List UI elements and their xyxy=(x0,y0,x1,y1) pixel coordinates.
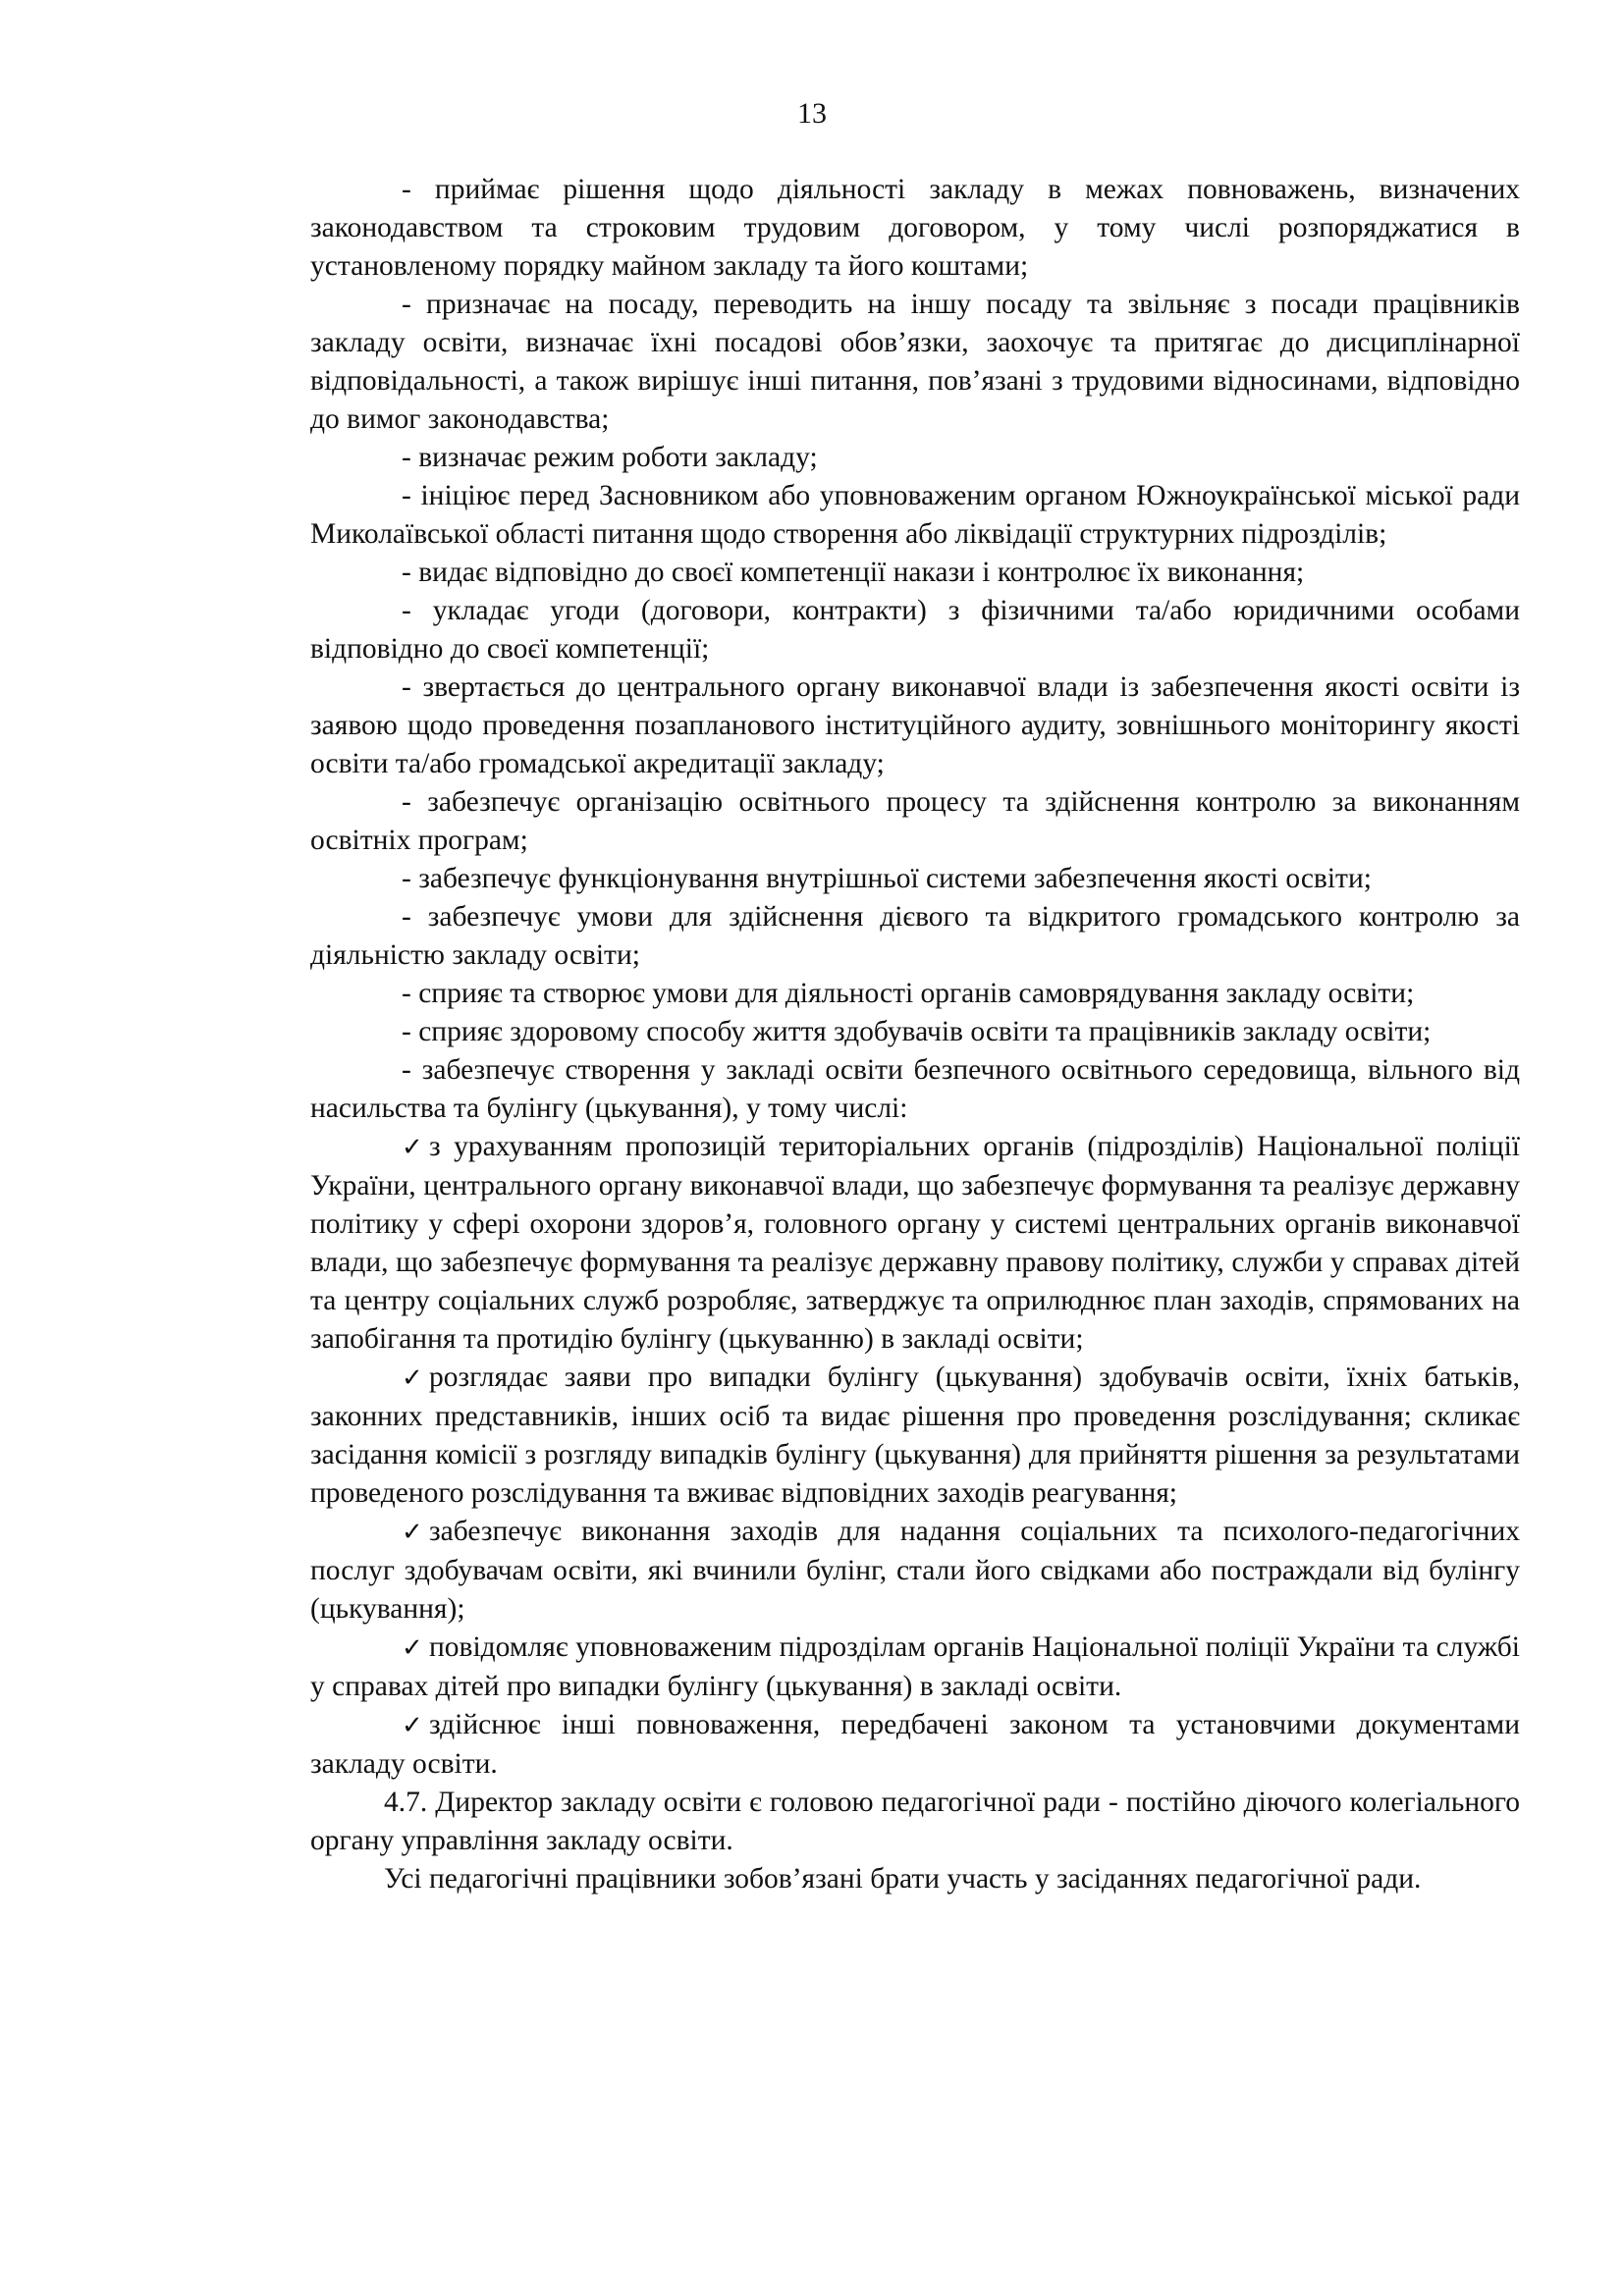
checklist-item-text: розглядає заяви про випадки булінгу (цькування) здобувачів освіти, їхніх батьків, законних представників, інших осіб та видає рішення про проведення розслідування; скликає засідання комісії з розгляду випадків булінгу (цькування) для прийняття рішення за результатами проведеного розслідування та вживає відповідних заходів реагування; xyxy=(310,1362,1520,1509)
checklist-item xyxy=(310,1629,1520,1706)
paragraph-internal-quality: - забезпечує функціонування внутрішньої системи забезпечення якості освіти; xyxy=(402,863,1372,894)
checkmark-icon: ✓ xyxy=(402,1363,423,1393)
paragraph-make-decisions: - приймає рішення щодо діяльності закладу в межах повноважень, визначених законодавством та строковим трудовим договором, у тому числі розпоряджатися в установленому порядку майном закладу та його коштами; xyxy=(310,174,1520,282)
document-body xyxy=(310,171,1520,1898)
checklist-item xyxy=(310,1359,1520,1513)
checklist-item xyxy=(310,1513,1520,1629)
checklist-item-text: здійснює інші повноваження, передбачені законом та установчими документами закладу освіти. xyxy=(310,1709,1520,1780)
checkmark-icon: ✓ xyxy=(402,1633,423,1663)
paragraph-section-4-7: 4.7. Директор закладу освіти є головою педагогічної ради - постійно діючого колегіального органу управління закладу освіти. xyxy=(310,1787,1520,1856)
paragraph-educational-process: - забезпечує організацію освітнього процесу та здійснення контролю за виконанням освітніх програм; xyxy=(310,786,1520,856)
checklist-item xyxy=(310,1706,1520,1784)
paragraph-work-mode: - визначає режим роботи закладу; xyxy=(402,442,818,473)
paragraph-safe-environment: - забезпечує створення у закладі освіти безпечного освітнього середовища, вільного від насильства та булінгу (цькування), у тому числі: xyxy=(310,1054,1520,1124)
paragraph-quality-audit: - звертається до центрального органу виконавчої влади із забезпечення якості освіти із заявою щодо проведення позапланового інституційного аудиту, зовнішнього моніторингу якості освіти та/або громадської акредитації закладу; xyxy=(310,671,1520,779)
paragraph-structural-units: - ініціює перед Засновником або уповноваженим органом Южноукраїнської міської ради Миколаївської області питання щодо створення або ліквідації структурних підрозділів; xyxy=(310,480,1520,550)
paragraph-contracts: - укладає угоди (договори, контракти) з фізичними та/або юридичними особами відповідно до своєї компетенції; xyxy=(310,595,1520,665)
paragraph-staff-participation: Усі педагогічні працівники зобов’язані брати участь у засіданнях педагогічної ради. xyxy=(384,1863,1422,1895)
paragraph-public-control: - забезпечує умови для здійснення дієвого та відкритого громадського контролю за діяльністю закладу освіти; xyxy=(310,901,1520,971)
page-number: 13 xyxy=(797,97,827,130)
checkmark-icon: ✓ xyxy=(402,1518,423,1547)
checkmark-icon: ✓ xyxy=(402,1711,423,1740)
checklist-item xyxy=(310,1128,1520,1359)
checklist-item-text: з урахуванням пропозицій територіальних органів (підрозділів) Національної поліції України, центрального органу виконавчої влади, що забезпечує формування та реалізує державну політику у сфері охорони здоров’я, головного органу у системі центральних органів виконавчої влади, що забезпечує формування та реалізує державну правову політику, служби у справах дітей та центру соціальних служб розробляє, затверджує та оприлюднює план заходів, спрямованих на запобігання та протидію булінгу (цькуванню) в закладі освіти; xyxy=(310,1131,1520,1355)
checkmark-icon: ✓ xyxy=(402,1133,423,1162)
paragraph-healthy-lifestyle: - сприяє здоровому способу життя здобувачів освіти та працівників закладу освіти; xyxy=(402,1016,1432,1047)
checklist-item-text: забезпечує виконання заходів для надання соціальних та психолого-педагогічних послуг здобувачам освіти, які вчинили булінг, стали його свідками або постраждали від булінгу (цькування); xyxy=(310,1516,1520,1625)
paragraph-self-government: - сприяє та створює умови для діяльності органів самоврядування закладу освіти; xyxy=(402,978,1415,1009)
paragraph-appoint-staff: - призначає на посаду, переводить на іншу посаду та звільняє з посади працівників закладу освіти, визначає їхні посадові обов’язки, заохочує та притягає до дисциплінарної відповідальності, а також вирішує інші питання, пов’язані з трудовими відносинами, відповідно до вимог законодавства; xyxy=(310,289,1520,435)
checklist-item-text: повідомляє уповноваженим підрозділам органів Національної поліції України та службі у справах дітей про випадки булінгу (цькування) в закладі освіти. xyxy=(310,1631,1520,1702)
paragraph-orders: - видає відповідно до своєї компетенції накази і контролює їх виконання; xyxy=(402,557,1305,588)
